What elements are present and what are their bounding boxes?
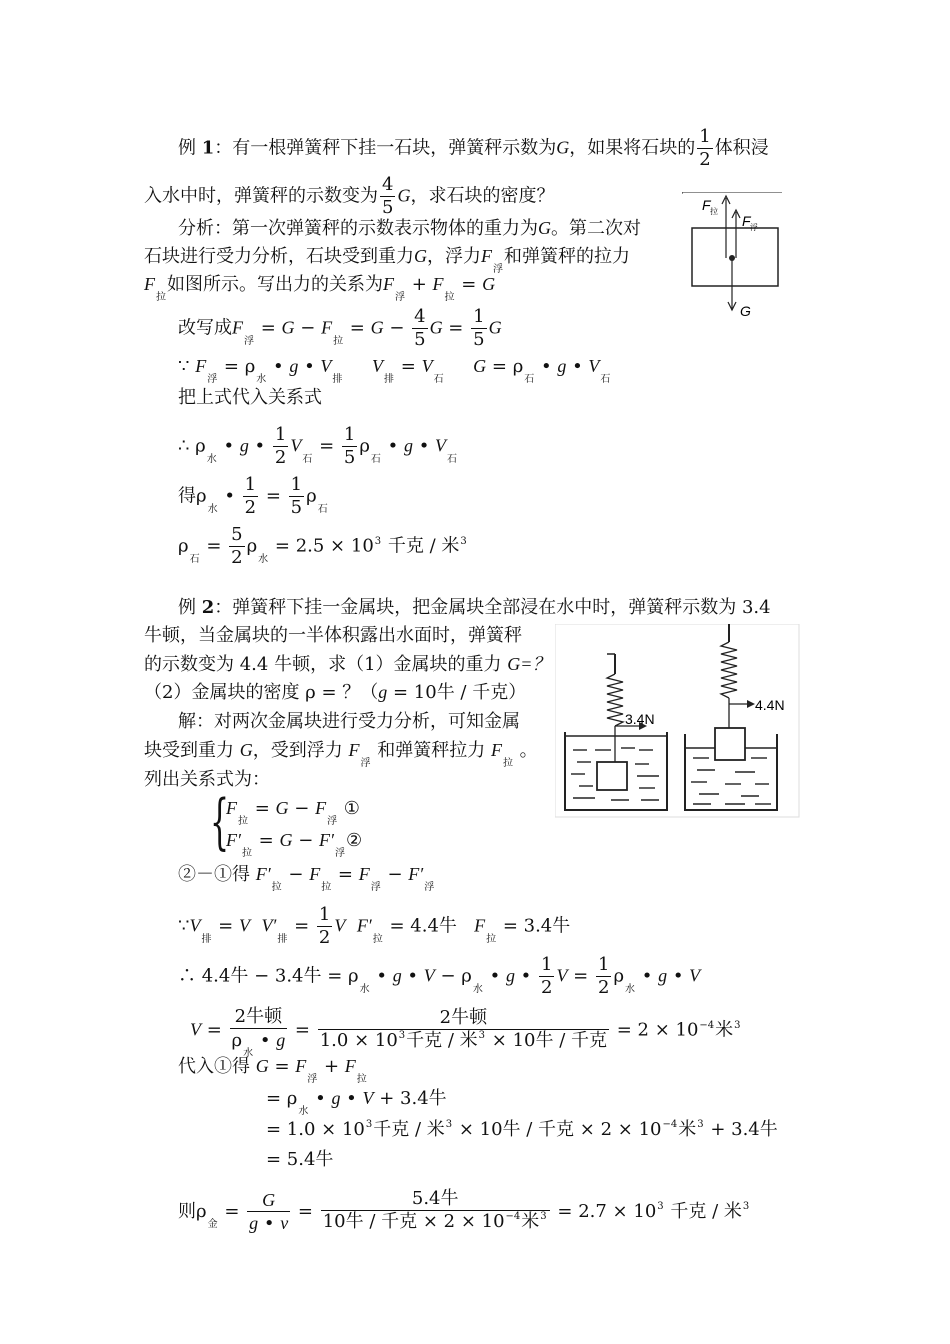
ex2-solution-3: [144, 768, 270, 792]
get-text: 得: [178, 485, 196, 507]
var-V: V: [362, 1088, 374, 1108]
system-brace: {: [210, 787, 230, 857]
var-G: G: [538, 218, 551, 238]
ex2-line1: [178, 596, 771, 620]
subscript: 石: [302, 453, 313, 465]
solution-text: 列出关系式为：: [144, 769, 270, 790]
var-F: F: [490, 740, 502, 760]
var-F: F: [481, 246, 492, 266]
superscript: 3: [742, 1201, 750, 1212]
calc-text: 4.4牛 − 3.4牛 =: [201, 965, 343, 987]
fraction-denominator: 5: [382, 197, 394, 218]
ex2-eq2: $F'_拉 = G$ − $F'_浮②$: [226, 830, 363, 859]
var-g: g: [378, 682, 388, 702]
ex2-text-3b: G=？: [507, 654, 551, 674]
ex2-eq-g1: = $\rho_水$ • g • V + 3.4牛: [266, 1088, 447, 1117]
superscript: 3: [540, 1211, 547, 1222]
value-text: + 3.4牛: [379, 1088, 447, 1109]
fraction-numerator: 1: [473, 306, 485, 327]
fraction: [342, 424, 357, 469]
label-F-la: F: [702, 197, 711, 213]
subscript: 水: [472, 983, 483, 995]
subscript: 排: [332, 374, 343, 385]
diff-text: ②－①得: [178, 864, 250, 885]
subscript: 水: [298, 1106, 309, 1117]
ex1-eq-since: ∵ $F_浮 = \rho_水$ • g • $V_排$ $V_排 = V_石$ $G = \rho_石$ • g • $V_石$: [178, 356, 611, 385]
ex2-text-1: ：弹簧秤下挂一金属块，把金属块全部浸在水中时，弹簧秤示数为 3.4: [214, 597, 771, 618]
subscript: 浮: [360, 758, 371, 769]
solution-text: 和弹簧秤拉力: [377, 740, 486, 761]
var-g: g: [557, 356, 567, 376]
ex2-text-4c: = 10牛 / 千克）: [387, 682, 527, 703]
subscript: 浮: [327, 816, 338, 827]
left-beaker: [565, 654, 667, 810]
subscript: 水: [243, 1048, 254, 1059]
var-V: V: [588, 356, 600, 376]
subscript: 水: [359, 983, 370, 995]
analysis-text: 和弹簧秤的拉力: [504, 246, 630, 267]
fraction: [539, 954, 554, 999]
fraction-denominator: 2: [541, 977, 553, 998]
subscript: 浮: [207, 374, 218, 385]
label-sub: 浮: [750, 223, 758, 232]
var-G: G: [239, 740, 253, 760]
fraction-denominator: 2: [274, 447, 287, 468]
subscript: 石: [447, 453, 458, 465]
ex2-solution-1: [178, 710, 520, 734]
var-F: F: [344, 1056, 356, 1076]
ex2-eq-plug: 代入①得 $G = F_浮 + F_拉$: [178, 1056, 367, 1085]
subscript: 石: [317, 503, 328, 515]
value-text: = 5.4牛: [266, 1149, 334, 1170]
value-text: = 1.0 × 10: [266, 1119, 365, 1140]
ex2-line4: [144, 680, 526, 705]
var-F: F: [226, 798, 237, 818]
ex1-eq-therefore: ∴ $\rho_水$ • g • $\frac{1}{2}$ $V_石$ = $\frac{1}{5}$ $\rho_石$ • g • $V_石$: [178, 424, 458, 468]
var-V: V: [320, 356, 332, 376]
var-F-prime: F′: [356, 915, 372, 936]
metal-block-half: [715, 728, 745, 760]
fraction: [273, 424, 288, 469]
fraction-half: [697, 126, 712, 171]
fraction: [318, 1007, 609, 1055]
subscript: 拉: [241, 848, 252, 859]
ex1-analysis-2: [144, 244, 630, 275]
fraction-numerator: 5.4牛: [321, 1188, 550, 1211]
fraction-denominator: 2: [244, 497, 257, 518]
var-G: G: [482, 274, 496, 294]
fraction-numerator: 1: [597, 954, 610, 975]
subscript: 拉: [156, 292, 166, 303]
value-text: × 10牛 / 千克 × 2 × 10: [453, 1119, 662, 1140]
ex1-line1: [178, 126, 769, 171]
var-G: G: [488, 317, 502, 338]
ex2-line2: [144, 624, 522, 648]
fraction-denominator: 5: [473, 329, 485, 350]
fraction-denominator: [318, 1030, 609, 1055]
var-V: V: [290, 435, 302, 456]
var-g: g: [249, 1213, 259, 1233]
fraction-numerator: 1: [318, 904, 331, 925]
circle-one: ①: [343, 798, 360, 819]
var-V: V: [189, 915, 201, 936]
fraction-four-fifths: [380, 174, 395, 219]
ex2-text-3: 的示数变为 4.4 牛顿，求（1）金属块的重力: [144, 654, 502, 675]
fraction: [412, 306, 427, 351]
ex2-eq-g3: [266, 1148, 333, 1172]
circle-two: ②: [345, 830, 363, 851]
var-g: g: [239, 435, 249, 456]
ex1-number: 1: [201, 137, 215, 159]
var-G: G: [255, 1056, 269, 1076]
ex2-label: 例: [178, 597, 196, 618]
var-g: g: [505, 965, 515, 986]
ex2-eq-therefore: ∴ 4.4牛 − 3.4牛 = $\rho_水$ • g • $V - \rho_水$ • g • $\frac{1}{2}$ V = $\frac{1}{2}$ $\rho_水$ • g • V: [178, 954, 701, 998]
fraction: [289, 474, 304, 519]
ex2-text-2: 牛顿，当金属块的一半体积露出水面时，弹簧秤: [144, 625, 522, 646]
fraction-numerator: 2牛顿: [230, 1006, 288, 1029]
subscript: 排: [384, 374, 395, 385]
var-G: G: [279, 830, 293, 850]
ex2-eq-diff: ②－①得 $F'_拉 - F_拉 = F_浮 - F'_浮$: [178, 864, 435, 893]
subst-text: 把上式代入关系式: [178, 387, 322, 408]
subscript: 石: [370, 453, 381, 465]
analysis-text: 分析：第一次弹簧秤的示数表示物体的重力为: [178, 218, 538, 239]
var-F: F: [195, 356, 207, 376]
subscript: 浮: [395, 292, 405, 303]
value-text: 千克 / 米: [373, 1119, 445, 1140]
subscript: 拉: [444, 292, 455, 303]
fraction-denominator: 5: [343, 447, 356, 468]
result-value: = 2.5 × 10: [274, 535, 374, 557]
metal-block-submerged: [597, 762, 627, 790]
analysis-text: 石块进行受力分析，石块受到重力: [144, 246, 414, 267]
var-V: V: [423, 965, 435, 986]
right-beaker: [685, 624, 785, 810]
volume-result: = 2 × 10: [616, 1019, 699, 1041]
value-text: = 3.4牛: [502, 915, 571, 937]
ex1-analysis-3: $F_拉$如图所示。写出力的关系为$F_浮 + F_拉 = G$: [144, 274, 496, 303]
fraction-numerator: 1: [244, 474, 257, 495]
superscript: 3: [697, 1119, 704, 1130]
fraction-numerator: 1: [290, 474, 303, 495]
var-F: F: [315, 798, 327, 818]
var-V: V: [372, 356, 384, 376]
fraction: [471, 306, 486, 351]
var-F: F: [383, 274, 394, 294]
subscript: 排: [277, 933, 288, 945]
den-value: 10牛 / 千克 × 2 × 10: [322, 1211, 505, 1232]
var-F-prime: F′: [319, 830, 334, 850]
rho-label: 则ρ: [178, 1201, 207, 1222]
var-F: F: [321, 317, 333, 338]
subscript: 浮: [424, 882, 435, 893]
subscript: 浮: [370, 882, 381, 893]
superscript: −4: [505, 1211, 521, 1222]
because-symbol: ∵: [178, 915, 190, 937]
ex2-solution-2: [144, 738, 538, 769]
var-g: g: [403, 435, 413, 456]
label-4-4N: 4.4N: [755, 697, 785, 713]
fraction-denominator: 5: [290, 497, 303, 518]
var-V: V: [435, 435, 447, 456]
subscript: 石: [189, 553, 200, 565]
den-value: 1.0 × 10: [319, 1029, 398, 1051]
ex2-eq-density: 则$\rho_金$ = $\frac{G}{g • v}$ = 5.4牛 10牛 / 千克 × $2 \times 10^{-4}$米$^3$ = $2.7 \times 10^3$ 千克 / 米$^3$: [178, 1188, 750, 1234]
subscript: 石: [600, 374, 611, 385]
ex1-label: 例: [178, 137, 196, 159]
superscript: 3: [398, 1029, 406, 1041]
ex1-text-5: ，求石块的密度？: [410, 185, 555, 207]
ex1-text-2: ，如果将石块的: [569, 137, 696, 159]
ex2-eq-since: $\because V_排 = V$ $V'_排$ = $\frac{1}{2}$ V $F'_拉 = 4.4$牛 $F_拉 = 3.4$牛: [178, 904, 571, 948]
den-unit: 米: [521, 1211, 540, 1232]
subscript: 浮: [244, 335, 254, 347]
ex2-text-4: （2）金属块的密度 ρ = ？（: [144, 682, 379, 703]
var-G: G: [556, 137, 570, 158]
fraction-denominator: 2: [318, 927, 331, 948]
subscript: 拉: [271, 882, 282, 893]
ex1-analysis-1: [178, 216, 641, 241]
var-V: V: [190, 1019, 201, 1040]
ex2-number: 2: [201, 597, 215, 618]
subscript: 水: [207, 503, 218, 515]
subscript: 水: [206, 453, 217, 465]
ex2-eq-g2: [266, 1118, 778, 1145]
therefore-symbol: ∴: [178, 435, 190, 457]
fraction: [229, 524, 244, 569]
ex2-eq1: $F_拉 = G - F_浮$ ①: [226, 798, 360, 827]
fraction-numerator: 4: [382, 174, 394, 195]
subscript: 拉: [372, 933, 383, 945]
label-sub: 拉: [710, 207, 718, 216]
ex1-text-4: 入水中时，弹簧秤的示数变为: [144, 185, 378, 207]
superscript: −4: [699, 1019, 715, 1031]
var-F: F: [232, 317, 243, 338]
subscript: 石: [524, 374, 535, 385]
var-F-prime: F′: [255, 864, 271, 884]
value-text: 米: [678, 1119, 697, 1140]
plug-text: 代入①得: [178, 1056, 250, 1077]
var-g: g: [331, 1088, 341, 1108]
superscript: 3: [445, 1119, 453, 1130]
subscript: 拉: [502, 758, 513, 769]
den-unit: 千克 / 米: [406, 1029, 478, 1051]
subscript: 水: [256, 374, 267, 385]
density-unit: 千克 / 米: [670, 1201, 742, 1222]
subscript: 浮: [334, 848, 345, 859]
fraction: [247, 1189, 290, 1235]
label-rewrite: 改写成: [178, 317, 232, 339]
solution-text: 块受到重力: [144, 740, 234, 761]
var-v: v: [280, 1213, 289, 1233]
solution-text: ，受到浮力: [252, 740, 343, 761]
ex1-eq-get: 得$\rho_水$ • $\frac{1}{2}$ = $\frac{1}{5}$ $\rho_石$: [178, 474, 328, 518]
var-F: F: [144, 274, 155, 294]
therefore-symbol: ∴: [178, 965, 196, 987]
subscript: 拉: [486, 933, 497, 945]
var-F: F: [474, 915, 486, 936]
var-g: g: [276, 1030, 286, 1050]
superscript: 3: [734, 1019, 741, 1031]
var-V: V: [556, 965, 568, 986]
volume-unit: 米: [715, 1019, 734, 1041]
subscript: 水: [258, 553, 269, 565]
var-V: V: [334, 915, 346, 936]
var-G: G: [275, 798, 289, 818]
var-g: g: [289, 356, 299, 376]
density-result: = 2.7 × 10: [557, 1201, 657, 1222]
var-F: F: [309, 864, 321, 884]
den-unit: × 10牛 / 千克: [486, 1029, 607, 1051]
subscript: 拉: [321, 882, 332, 893]
fraction-numerator: 4: [414, 306, 426, 327]
fraction: [230, 1006, 288, 1059]
ex1-force-diagram: [682, 192, 782, 320]
fraction-denominator: g • v: [249, 1213, 289, 1234]
fraction-numerator: 1: [343, 424, 356, 445]
value-text: = 4.4牛: [389, 915, 457, 937]
analysis-text: ，浮力: [427, 246, 481, 267]
fraction-numerator: 1: [699, 126, 711, 147]
label-F-fu: F: [742, 213, 751, 229]
ex1-eq-result: $\rho_石$ = $\frac{5}{2}$ $\rho_水 = 2.5 \times 10^3$ 千克 / 米$^3$: [178, 524, 467, 568]
ex2-line3: [144, 652, 550, 677]
var-V: V: [421, 356, 433, 376]
var-G: G: [473, 356, 487, 376]
ex1-line2: [144, 174, 554, 219]
ex1-text-1: ：有一根弹簧秤下挂一石块，弹簧秤示数为: [214, 137, 557, 159]
superscript: 3: [657, 1201, 664, 1212]
fraction-numerator: 2牛顿: [318, 1007, 609, 1030]
var-G: G: [370, 317, 384, 338]
var-G: G: [429, 317, 443, 338]
fraction-numerator: G: [247, 1189, 290, 1212]
var-F: F: [295, 1056, 307, 1076]
subscript: 排: [201, 933, 212, 945]
var-F-prime: F′: [408, 864, 424, 884]
solution-text: 解：对两次金属块进行受力分析，可知金属: [178, 711, 520, 732]
superscript: 3: [460, 535, 467, 547]
var-G: G: [281, 317, 295, 338]
var-F: F: [358, 864, 370, 884]
subscript: 浮: [493, 264, 503, 275]
ex2-eq-volume: V = 2牛顿 $\rho_水$ • g = 2牛顿 $1.0 \times 10^3$千克 / 米$^3$ × 10牛 / 千克 = $2 \times 10^{-4}$米$^3$: [190, 1006, 741, 1059]
var-V-prime: V′: [261, 915, 277, 936]
result-unit: 千克 / 米: [387, 535, 460, 557]
fraction-numerator: 5: [231, 524, 243, 545]
label-G: G: [740, 303, 751, 319]
var-G: G: [397, 185, 411, 206]
fraction-denominator: 2: [699, 149, 711, 170]
var-V: V: [689, 965, 701, 986]
analysis-text: 。第二次对: [551, 218, 641, 239]
subscript: 金: [207, 1219, 218, 1230]
var-G: G: [414, 246, 427, 266]
var-V: V: [238, 915, 250, 936]
subscript: 水: [625, 983, 636, 995]
ex1-text-3: 体积浸: [714, 137, 769, 159]
analysis-text: 如图所示。写出力的关系为: [167, 274, 383, 295]
subscript: 拉: [238, 816, 248, 827]
subscript: 拉: [333, 335, 344, 347]
var-g: g: [658, 965, 668, 986]
fraction: [317, 904, 332, 949]
fraction: [243, 474, 258, 519]
fraction-numerator: 1: [274, 424, 287, 445]
superscript: 3: [478, 1029, 486, 1041]
fraction-denominator: 2: [597, 977, 610, 998]
fraction-denominator: $\rho_水$ • g: [231, 1030, 286, 1059]
fraction-denominator: [321, 1211, 550, 1236]
fraction: [596, 954, 611, 999]
superscript: 3: [365, 1119, 373, 1130]
var-F-prime: F′: [226, 830, 241, 850]
fraction: [321, 1188, 550, 1236]
ex1-subst: [178, 386, 322, 410]
ex2-spring-diagram: [555, 624, 800, 818]
superscript: −4: [662, 1119, 678, 1130]
solution-text: 。: [519, 740, 538, 761]
subscript: 石: [433, 374, 444, 385]
superscript: 3: [374, 535, 382, 547]
because-symbol: ∵: [178, 356, 190, 377]
var-F: F: [348, 740, 360, 760]
var-g: g: [392, 965, 402, 986]
value-text: + 3.4牛: [704, 1119, 778, 1140]
stone-block: [692, 228, 778, 286]
ex1-eq-rewrite: 改写成$F_浮 = G - F_拉 = G$ − $\frac{4}{5}$ G = $\frac{1}{5}$ G: [178, 306, 502, 350]
fraction-denominator: 2: [231, 547, 243, 568]
subscript: 拉: [356, 1074, 367, 1085]
subscript: 浮: [307, 1074, 318, 1085]
var-F: F: [432, 274, 444, 294]
label-3-4N: 3.4N: [625, 711, 655, 727]
fraction-denominator: 5: [414, 329, 426, 350]
fraction-numerator: 1: [541, 954, 553, 975]
